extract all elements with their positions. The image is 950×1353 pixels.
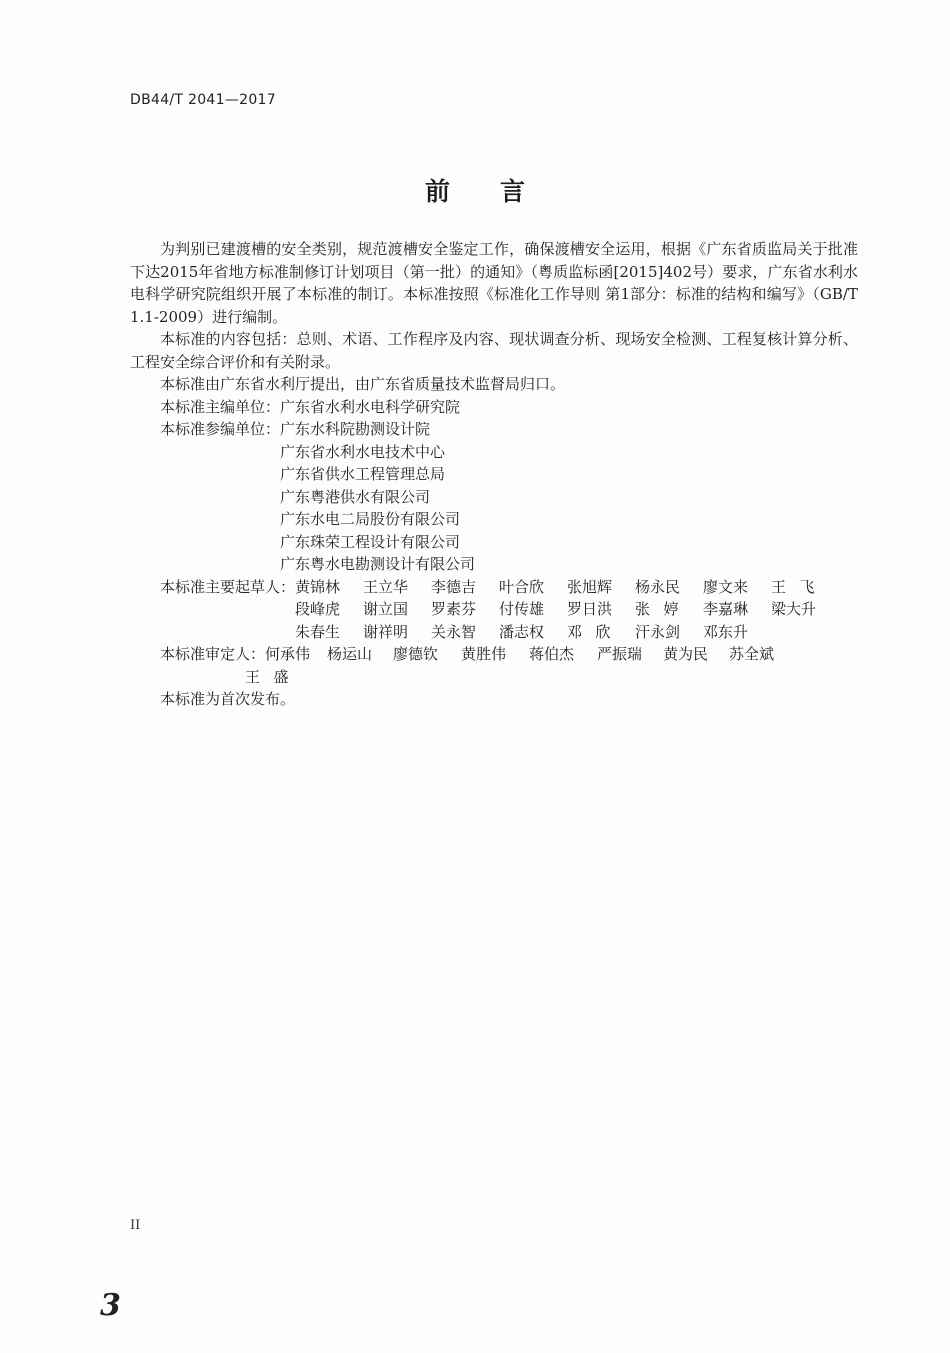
person-name: 张旭辉 bbox=[567, 577, 613, 596]
person-name: 汗永剑 bbox=[635, 622, 681, 641]
reviewers-line bbox=[265, 643, 779, 666]
unit-item: 广东粤港供水有限公司 bbox=[280, 487, 431, 506]
person-name: 潘志权 bbox=[499, 622, 545, 641]
person-name: 叶合欣 bbox=[499, 577, 545, 596]
drafters-list bbox=[295, 576, 829, 644]
handwritten-page-mark: 3 bbox=[100, 1288, 121, 1323]
person-name: 蒋伯杰 bbox=[529, 645, 575, 663]
drafters-line bbox=[295, 621, 821, 644]
person-name: 苏全斌 bbox=[729, 645, 775, 663]
page-folio: II bbox=[130, 1218, 141, 1233]
chief-unit-row bbox=[130, 396, 858, 419]
person-name: 何承伟 bbox=[265, 645, 311, 663]
person-name: 罗素芬 bbox=[431, 600, 477, 618]
unit-item: 广东水电二局股份有限公司 bbox=[280, 510, 461, 528]
drafters-line bbox=[295, 576, 829, 599]
person-name: 段峰虎 bbox=[295, 600, 341, 618]
reviewers-label: 本标准审定人： bbox=[160, 645, 266, 663]
participating-units-label: 本标准参编单位： bbox=[160, 420, 281, 438]
person-name: 王立华 bbox=[363, 577, 409, 596]
unit-item: 广东珠荣工程设计有限公司 bbox=[280, 532, 461, 551]
person-name: 王盛 bbox=[245, 667, 303, 686]
drafters-line bbox=[295, 598, 821, 621]
person-name: 黄为民 bbox=[663, 645, 709, 663]
person-name: 杨运山 bbox=[327, 645, 373, 663]
person-name: 黄锦林 bbox=[295, 577, 341, 596]
person-name: 关永智 bbox=[431, 622, 477, 641]
unit-item: 广东省供水工程管理总局 bbox=[280, 465, 446, 483]
person-name: 廖文来 bbox=[703, 577, 749, 596]
person-name: 谢祥明 bbox=[363, 622, 409, 641]
drafters-row bbox=[130, 576, 858, 644]
person-name: 严振瑞 bbox=[597, 645, 643, 663]
person-name: 谢立国 bbox=[363, 600, 409, 618]
unit-item: 广东省水利水电技术中心 bbox=[280, 442, 446, 461]
standard-code: DB44/T 2041—2017 bbox=[130, 92, 276, 108]
person-name: 廖德钦 bbox=[393, 645, 439, 663]
person-name: 李德吉 bbox=[431, 577, 477, 596]
unit-item: 广东粤水电勘测设计有限公司 bbox=[280, 555, 476, 573]
participating-units-list bbox=[280, 418, 475, 576]
person-name: 李嘉琳 bbox=[703, 600, 749, 618]
person-name: 杨永民 bbox=[635, 577, 681, 596]
person-name: 王飞 bbox=[771, 577, 829, 596]
reviewers-line bbox=[245, 666, 779, 689]
participating-units-row bbox=[130, 418, 858, 576]
foreword-body bbox=[130, 238, 858, 711]
release-note: 本标准为首次发布。 bbox=[160, 690, 296, 708]
drafters-label: 本标准主要起草人： bbox=[160, 577, 296, 596]
person-name: 朱春生 bbox=[295, 622, 341, 641]
chief-unit-label: 本标准主编单位： bbox=[160, 397, 281, 416]
paragraph-contents: 本标准的内容包括：总则、术语、工作程序及内容、现状调查分析、现场安全检测、工程复核计算分析、工程安全综合评价和有关附录。 bbox=[130, 330, 858, 371]
paragraph-proposer: 本标准由广东省水利厅提出，由广东省质量技术监督局归口。 bbox=[160, 375, 566, 393]
chief-unit-value: 广东省水利水电科学研究院 bbox=[280, 397, 461, 416]
reviewers-list bbox=[245, 643, 779, 688]
person-name: 梁大升 bbox=[771, 600, 817, 618]
person-name: 罗日洪 bbox=[567, 600, 613, 618]
person-name: 张婷 bbox=[635, 600, 693, 618]
unit-item: 广东水科院勘测设计院 bbox=[280, 420, 431, 438]
reviewers-row bbox=[130, 643, 858, 688]
person-name: 邓欣 bbox=[567, 622, 625, 641]
paragraph-background: 为判别已建渡槽的安全类别，规范渡槽安全鉴定工作，确保渡槽安全运用，根据《广东省质监局关于批准下达2015年省地方标准制修订计划项目（第一批）的通知》（粤质监标函[2015]402号）要求，广东省水利水电科学研究院组织开展了本标准的制订。本标准按照《标准化工作导则 第1部分：标准的结构和编写》（GB/T 1.1-2009）进行编制。 bbox=[130, 240, 858, 326]
person-name: 黄胜伟 bbox=[461, 645, 507, 663]
page-title: 前言 bbox=[424, 177, 575, 206]
person-name: 付传雄 bbox=[499, 600, 545, 618]
person-name: 邓东升 bbox=[703, 622, 749, 641]
